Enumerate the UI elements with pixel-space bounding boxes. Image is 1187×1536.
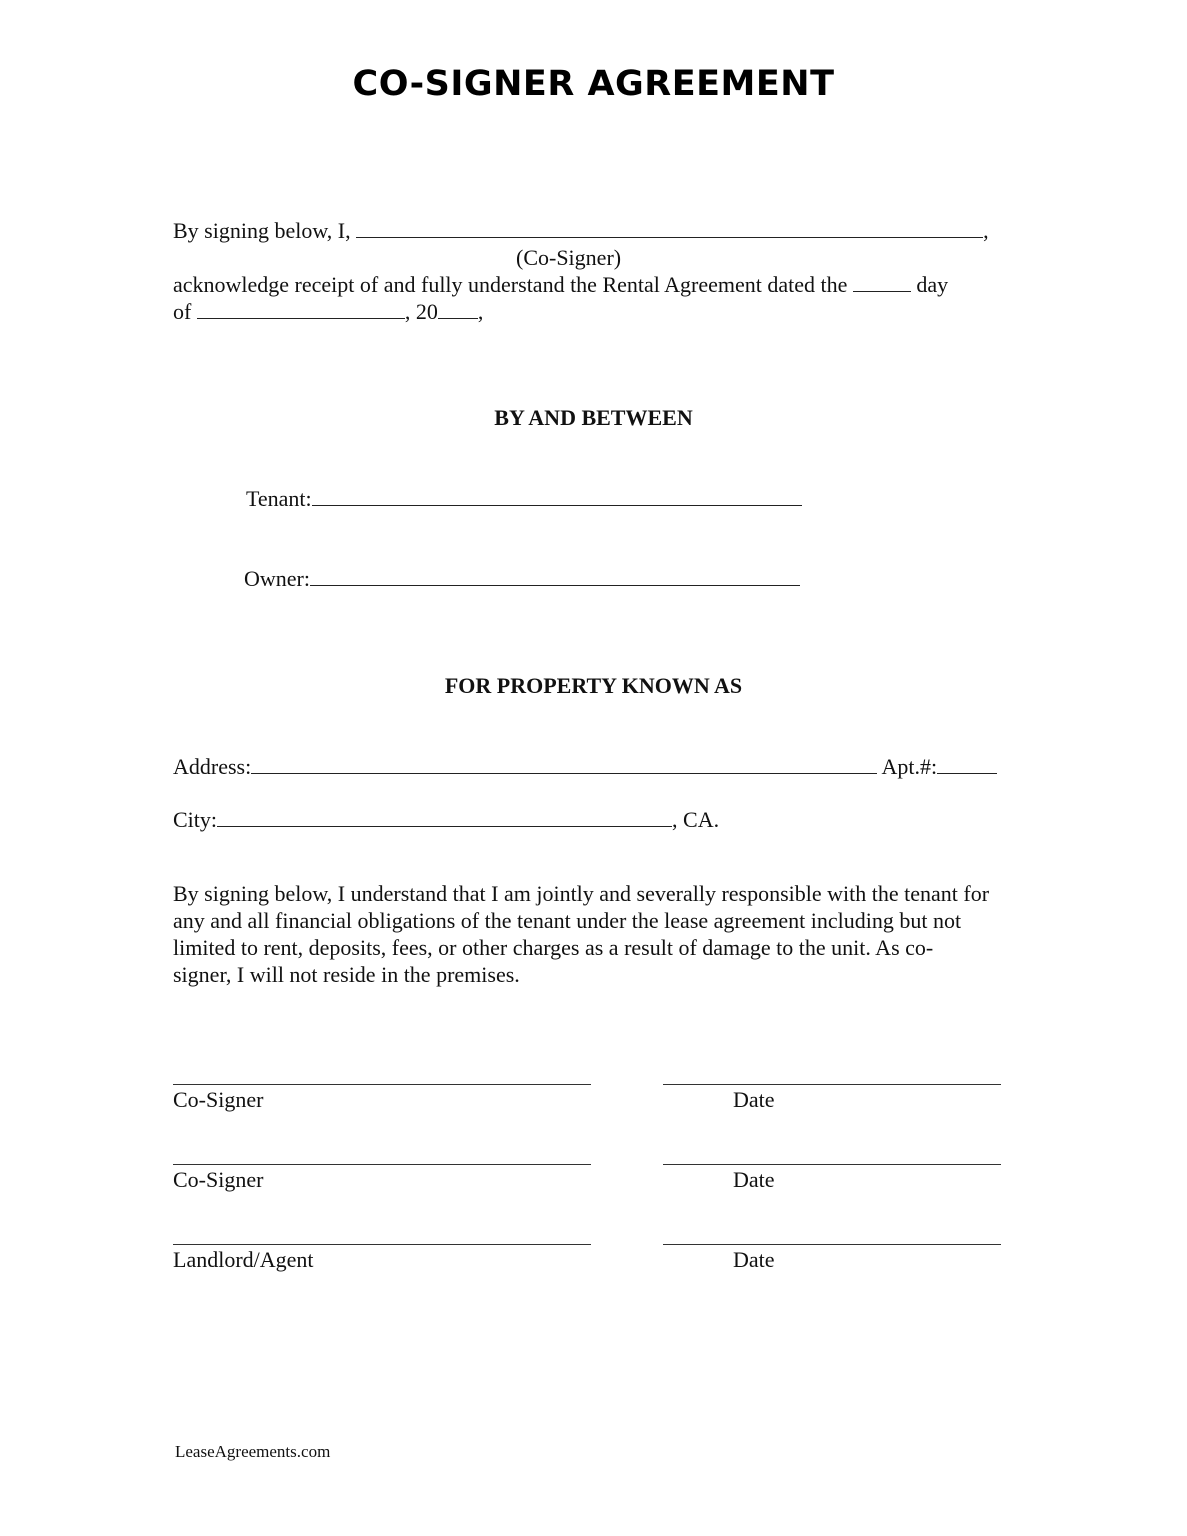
tenant-name-field[interactable] [312, 487, 802, 506]
address-label: Address: [173, 754, 252, 779]
address-row [173, 754, 997, 780]
ack-line-2 [173, 272, 948, 298]
liability-line: By signing below, I understand that I am jointly and severally responsible with the tenant for [173, 881, 990, 906]
ack-year-prefix: , 20 [404, 299, 438, 324]
property-heading: FOR PROPERTY KNOWN AS [444, 673, 743, 698]
ack-line-3 [173, 299, 483, 325]
agreement-month-field[interactable] [197, 300, 405, 319]
cosigner-caption: (Co-Signer) [516, 245, 622, 270]
agreement-day-field[interactable] [853, 273, 911, 292]
city-row [173, 807, 719, 833]
ack-trailing-comma: , [983, 218, 989, 243]
owner-name-field[interactable] [310, 567, 800, 586]
liability-line: signer, I will not reside in the premises. [173, 962, 520, 987]
tenant-row [246, 486, 802, 512]
cosigner-1-label: Co-Signer [173, 1087, 264, 1112]
landlord-signature-line[interactable] [173, 1244, 591, 1245]
cosigner-2-signature-line[interactable] [173, 1164, 591, 1165]
landlord-date-label: Date [733, 1247, 775, 1272]
cosigner-1-date-label: Date [733, 1087, 775, 1112]
liability-line: any and all financial obligations of the tenant under the lease agreement including but not [173, 908, 962, 933]
document-title: CO-SIGNER AGREEMENT [352, 64, 835, 104]
cosigner-1-date-line[interactable] [663, 1084, 1001, 1085]
ack-day-word: day [916, 272, 949, 297]
city-field[interactable] [217, 808, 672, 827]
ack-lead-text: By signing below, I, [173, 218, 351, 243]
ack-line-1 [173, 218, 989, 244]
liability-line: limited to rent, deposits, fees, or other charges as a result of damage to the unit. As co- [173, 935, 934, 960]
agreement-year-field[interactable] [438, 300, 478, 319]
between-heading: BY AND BETWEEN [494, 405, 693, 430]
landlord-date-line[interactable] [663, 1244, 1001, 1245]
tenant-label: Tenant: [246, 486, 312, 511]
cosigner-2-date-label: Date [733, 1167, 775, 1192]
cosigner-2-label: Co-Signer [173, 1167, 264, 1192]
cosigner-2-date-line[interactable] [663, 1164, 1001, 1165]
ack-end-comma: , [477, 299, 484, 324]
liability-paragraph [173, 880, 1053, 988]
footer-website: LeaseAgreements.com [175, 1442, 331, 1461]
apt-number-field[interactable] [937, 755, 997, 774]
landlord-label: Landlord/Agent [173, 1247, 314, 1272]
ack-of-word: of [173, 299, 192, 324]
apt-label: Apt.#: [881, 754, 938, 779]
cosigner-1-signature-line[interactable] [173, 1084, 591, 1085]
city-label: City: [173, 807, 218, 832]
owner-row [244, 566, 800, 592]
state-suffix: , CA. [672, 807, 720, 832]
ack-rental-text: acknowledge receipt of and fully understand the Rental Agreement dated the [173, 272, 848, 297]
address-field[interactable] [251, 755, 877, 774]
owner-label: Owner: [244, 566, 310, 591]
cosigner-name-field[interactable] [356, 219, 983, 238]
